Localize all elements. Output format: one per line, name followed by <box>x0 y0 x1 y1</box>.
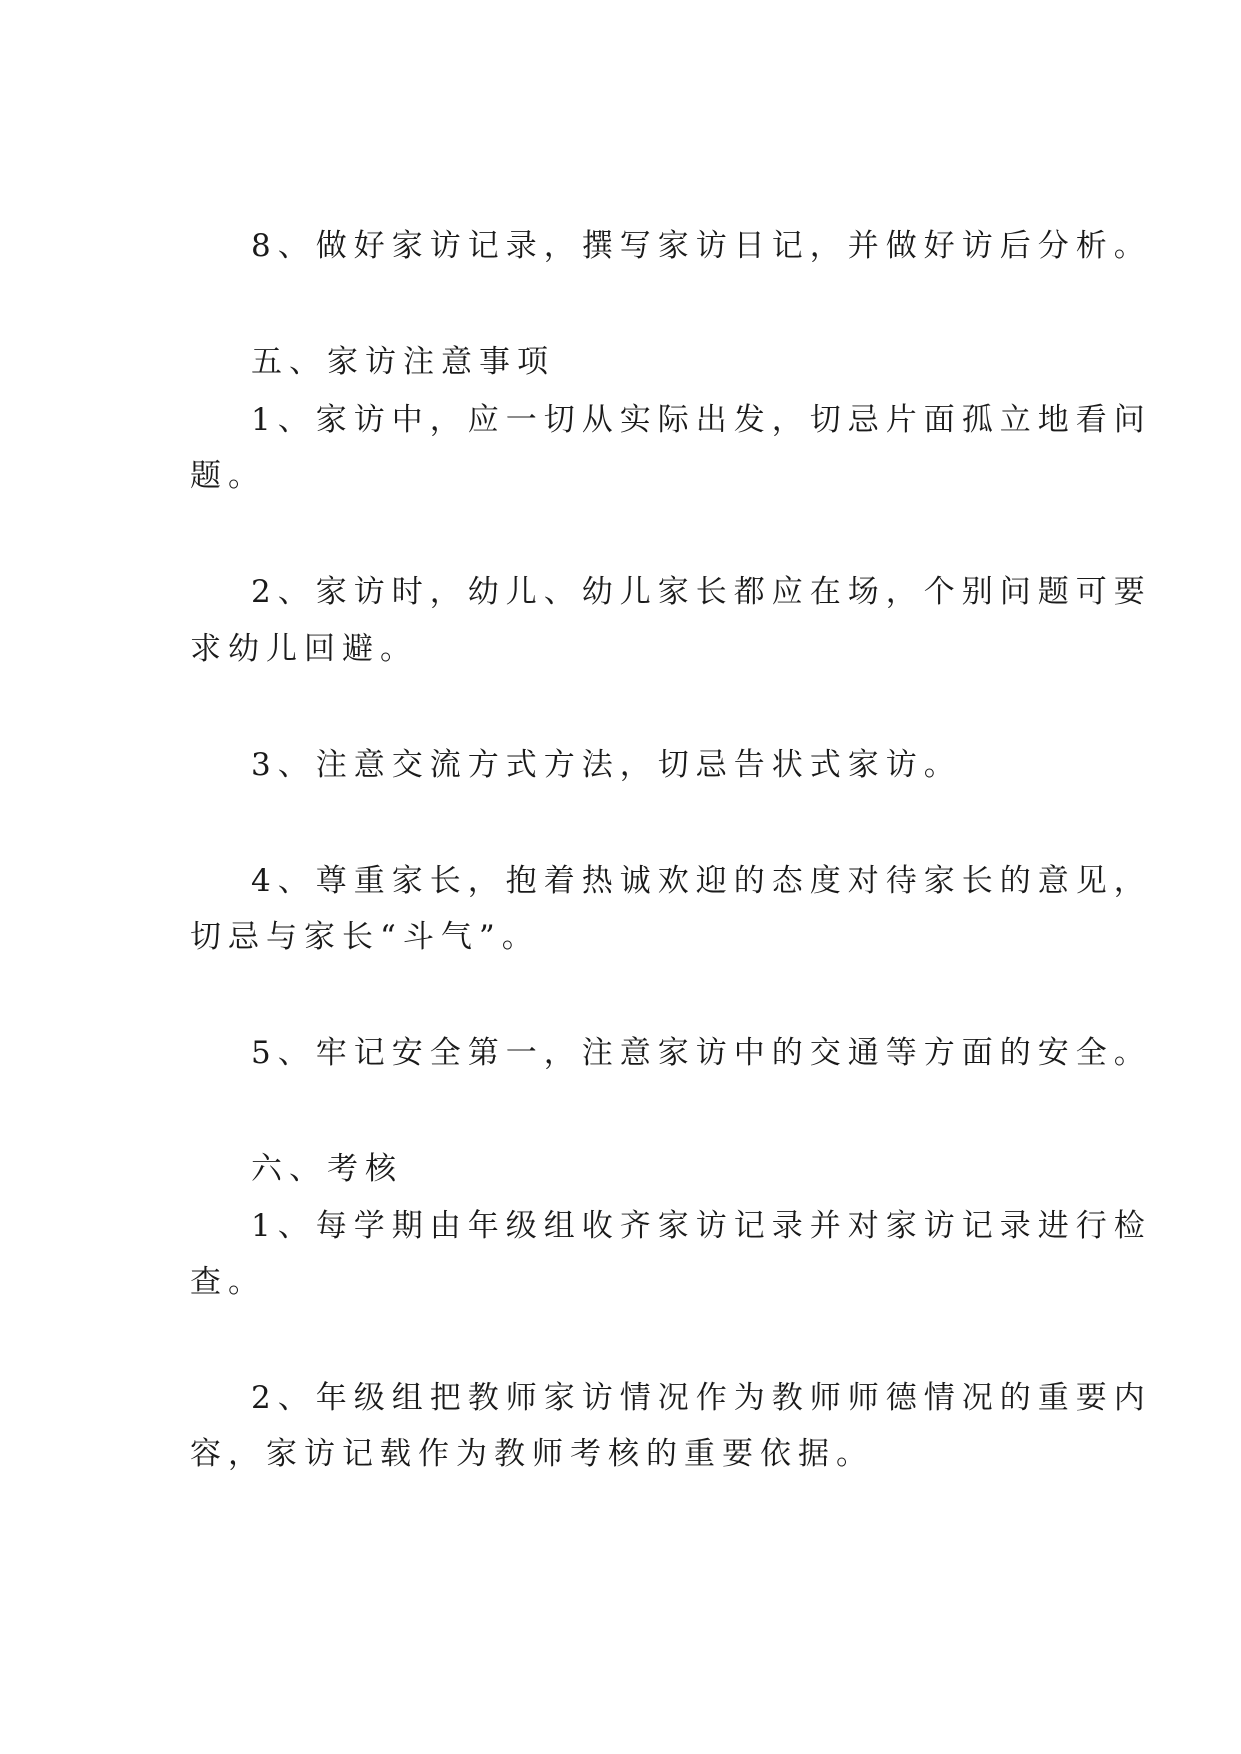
section-5-item-2-line-2: 求幼儿回避。 <box>190 631 418 667</box>
item-8: 8、做好家访记录，撰写家访日记，并做好访后分析。 <box>251 228 1152 264</box>
section-5-item-5: 5、牢记安全第一，注意家访中的交通等方面的安全。 <box>251 1035 1152 1071</box>
section-6-item-1-line-1: 1、每学期由年级组收齐家访记录并对家访记录进行检 <box>251 1208 1152 1244</box>
section-5-item-2-line-1: 2、家访时，幼儿、幼儿家长都应在场，个别问题可要 <box>251 574 1152 610</box>
section-6-item-2-line-1: 2、年级组把教师家访情况作为教师师德情况的重要内 <box>251 1380 1152 1416</box>
section-5-heading: 五、家访注意事项 <box>251 344 555 380</box>
section-5-item-4-line-2: 切忌与家长“斗气”。 <box>190 919 540 955</box>
section-5-item-3: 3、注意交流方式方法，切忌告状式家访。 <box>251 747 962 783</box>
section-5-item-1-line-2: 题。 <box>190 458 266 494</box>
section-6-item-2-line-2: 容，家访记载作为教师考核的重要依据。 <box>190 1436 874 1472</box>
section-5-item-4-line-1: 4、尊重家长，抱着热诚欢迎的态度对待家长的意见， <box>251 863 1152 899</box>
section-6-item-1-line-2: 查。 <box>190 1264 266 1300</box>
section-6-heading: 六、考核 <box>251 1151 403 1187</box>
section-5-item-1-line-1: 1、家访中，应一切从实际出发，切忌片面孤立地看问 <box>251 402 1152 438</box>
